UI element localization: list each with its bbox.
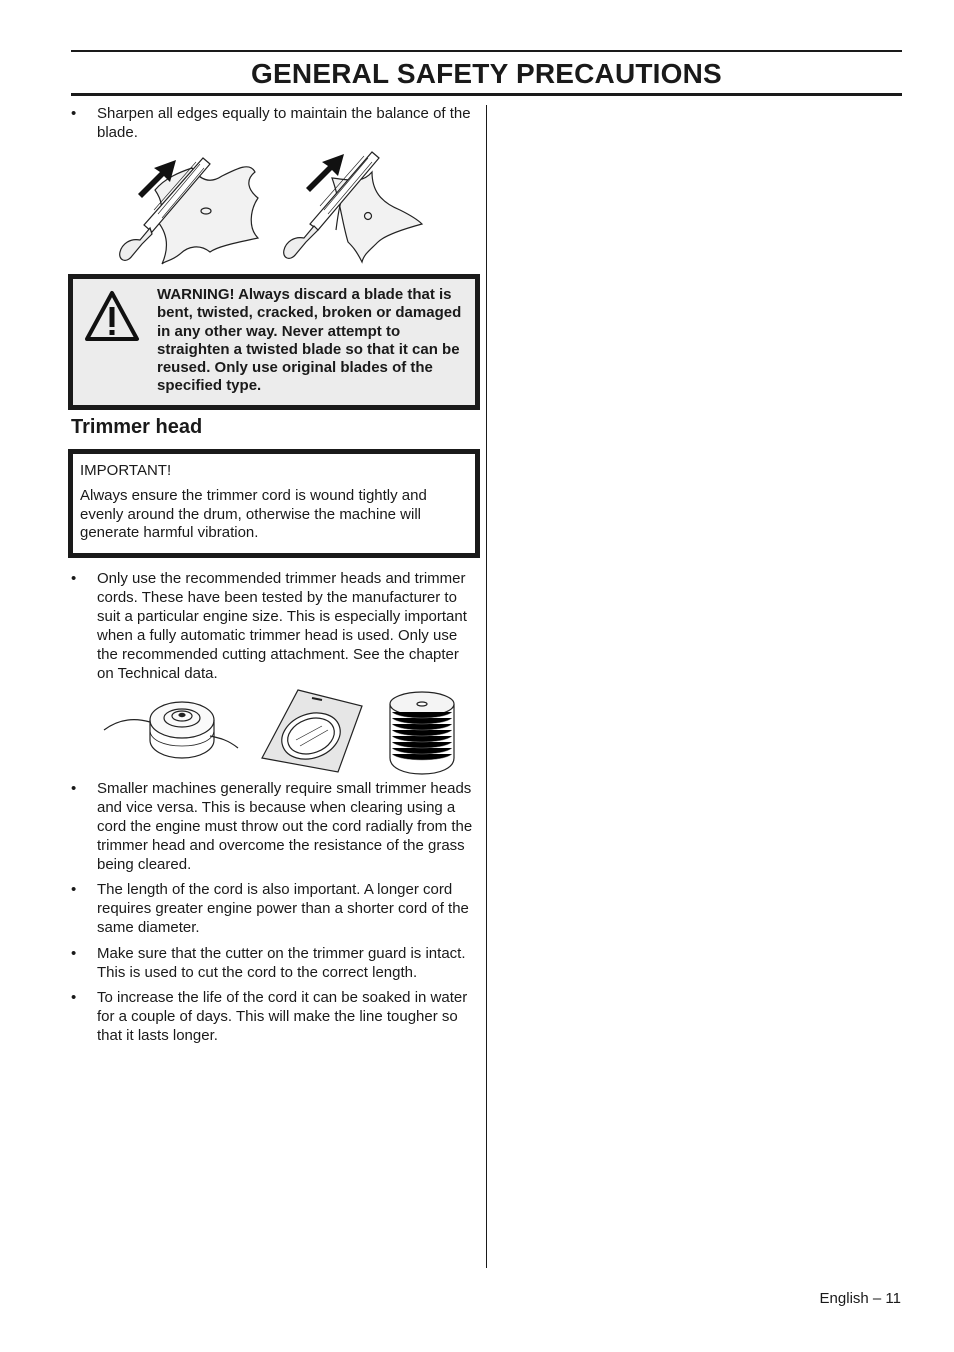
bullet-dot: • (71, 881, 77, 898)
list-item-text: Make sure that the cutter on the trimmer guard is intact. This is used to cut the cord to the correct length. (97, 945, 466, 981)
header-rule-bottom (71, 93, 902, 96)
bullet-dot: • (71, 945, 77, 962)
page-title: GENERAL SAFETY PRECAUTIONS (251, 58, 722, 89)
bullet-dot: • (71, 570, 77, 587)
list-item-text: Smaller machines generally require small trimmer heads and vice versa. This is because when clearing using a cord the engine must throw out the cord radially from the trimmer head and overcome the resistance of the grass being cleared. (97, 780, 473, 873)
warning-box-inner (73, 279, 475, 405)
important-label: IMPORTANT! (80, 462, 172, 479)
header-rule-top (71, 50, 902, 52)
important-text: Always ensure the trimmer cord is wound tightly and evenly around the drum, otherwise the machine will generate harmful vibration. (80, 487, 427, 542)
bullet-dot: • (71, 780, 77, 797)
bullet-dot: • (71, 105, 77, 122)
warning-box (68, 274, 480, 410)
blade-sharpening-illustration (100, 150, 430, 270)
bullet-dot: • (71, 989, 77, 1006)
warning-text: WARNING! Always discard a blade that is bent, twisted, cracked, broken or damaged in any other way. Never attempt to straighten a twisted blade so that it can be reused. Only use original blades of the specified type. (157, 286, 462, 395)
list-item-text: Sharpen all edges equally to maintain the balance of the blade. (97, 105, 471, 141)
page-footer: English – 11 (819, 1290, 901, 1307)
list-item (71, 779, 476, 874)
list-item (71, 569, 476, 683)
list-item (71, 988, 476, 1045)
column-divider (486, 105, 487, 1268)
list-item (71, 104, 476, 142)
section-heading-trimmer-head: Trimmer head (71, 416, 203, 438)
warning-triangle-icon (83, 289, 141, 343)
list-item-text: Only use the recommended trimmer heads and trimmer cords. These have been tested by the manufacturer to suit a particular engine size. This is especially important when a fully automatic trimmer head is used. Only use the recommended cutting attachment. See the chapter on Technical data. (97, 570, 467, 682)
list-item (71, 880, 476, 937)
list-item-text: To increase the life of the cord it can be soaked in water for a couple of days. This will make the line tougher so that it lasts longer. (97, 989, 468, 1044)
list-item-text: The length of the cord is also important. A longer cord requires greater engine power than a shorter cord of the same diameter. (97, 881, 469, 936)
important-box (68, 449, 480, 558)
list-item (71, 944, 476, 982)
trimmer-head-and-cord-illustration (100, 688, 460, 776)
important-box-inner (73, 454, 475, 553)
